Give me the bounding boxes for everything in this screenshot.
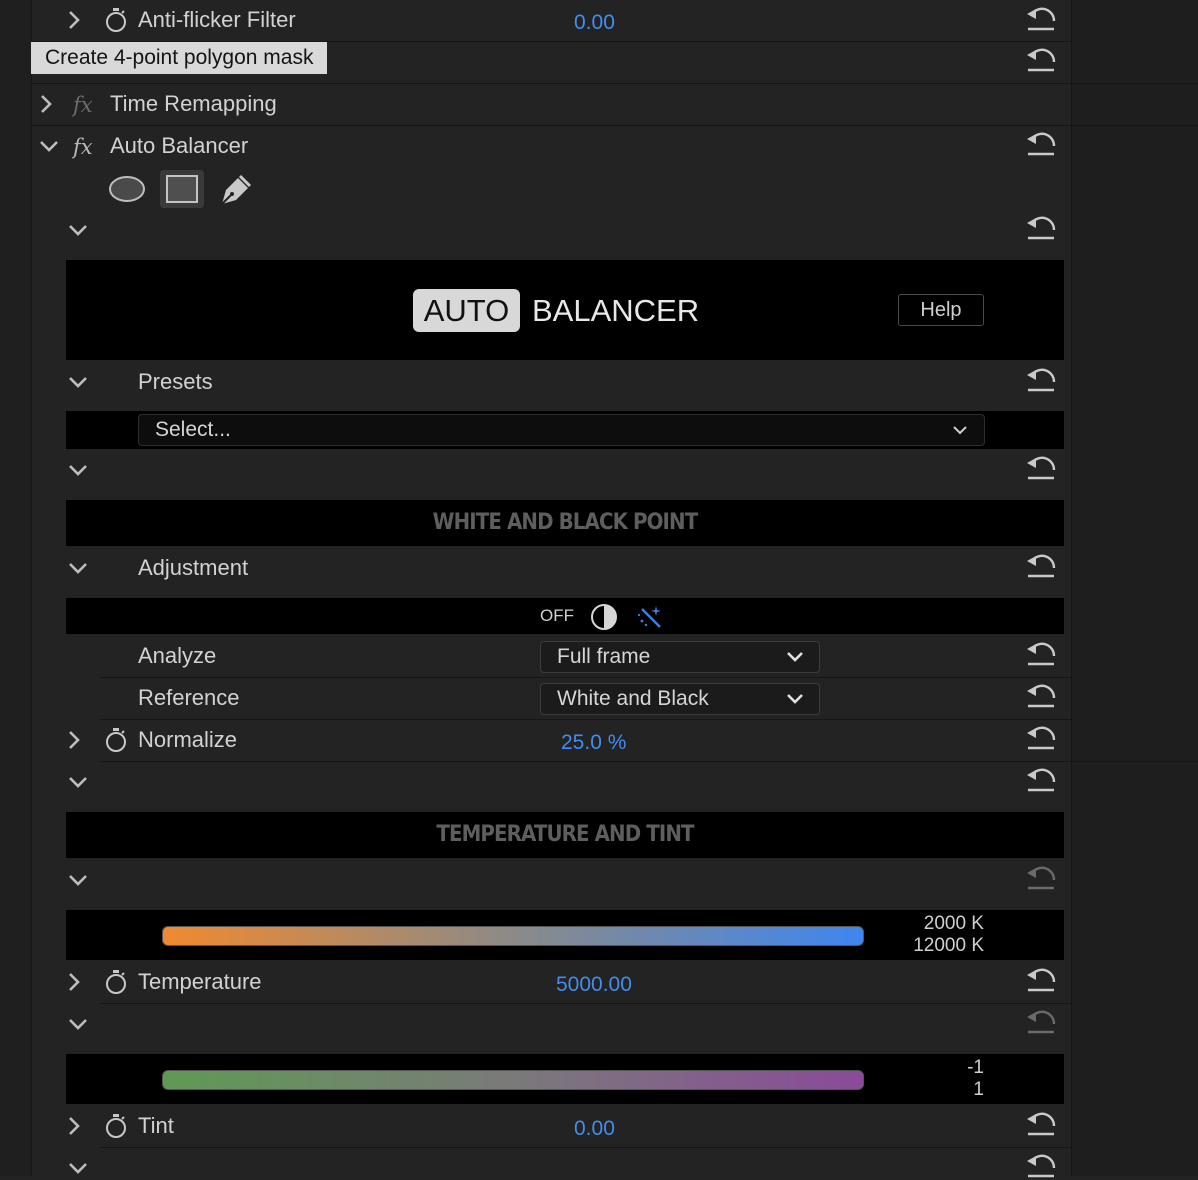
banner-title: BALANCER — [532, 293, 700, 328]
temperature-range-bottom: 12000 K — [913, 935, 984, 956]
collapse-chevron-icon[interactable] — [67, 1013, 89, 1035]
stopwatch-icon[interactable] — [104, 7, 128, 33]
ellipse-mask-icon[interactable] — [108, 174, 146, 204]
reset-icon[interactable] — [1024, 1154, 1058, 1180]
reset-icon[interactable] — [1024, 456, 1058, 482]
reset-icon[interactable] — [1024, 726, 1058, 752]
presets-label: Presets — [138, 369, 213, 394]
collapse-chevron-icon[interactable] — [67, 869, 89, 891]
fx-icon[interactable] — [72, 92, 98, 118]
tint-range-bottom: 1 — [973, 1079, 984, 1100]
magic-wand-icon[interactable] — [636, 603, 666, 631]
pen-mask-icon[interactable] — [218, 172, 254, 208]
left-gutter — [0, 0, 32, 1176]
reset-icon[interactable] — [1024, 968, 1058, 994]
anti-flicker-value[interactable]: 0.00 — [574, 11, 615, 34]
reference-select[interactable] — [540, 683, 820, 715]
reset-icon[interactable] — [1024, 684, 1058, 710]
auto-balancer-label: Auto Balancer — [110, 133, 249, 158]
collapse-chevron-icon[interactable] — [67, 371, 89, 393]
reference-select-text: White and Black — [557, 687, 709, 710]
row-divider — [100, 1147, 1071, 1148]
collapse-chevron-icon[interactable] — [67, 219, 89, 241]
analyze-select[interactable] — [540, 641, 820, 673]
analyze-select-text: Full frame — [557, 645, 651, 668]
rectangle-mask-icon[interactable] — [160, 170, 204, 208]
reset-icon[interactable] — [1024, 1112, 1058, 1138]
fx-icon[interactable] — [72, 134, 98, 160]
expand-chevron-icon[interactable] — [63, 1115, 85, 1137]
reset-icon[interactable] — [1024, 368, 1058, 394]
reset-icon-disabled[interactable] — [1024, 1010, 1058, 1036]
tint-value[interactable]: 0.00 — [574, 1117, 615, 1140]
normalize-value[interactable]: 25.0 % — [561, 731, 627, 754]
timeline-area — [1071, 0, 1198, 1176]
collapse-chevron-icon[interactable] — [38, 135, 60, 157]
section-title-temp-tint: TEMPERATURE AND TINT — [436, 822, 694, 847]
tint-range-top: -1 — [967, 1057, 984, 1078]
anti-flicker-label: Anti-flicker Filter — [138, 7, 296, 32]
row-divider — [31, 83, 1198, 84]
banner-badge: AUTO — [413, 289, 520, 332]
tint-label: Tint — [138, 1113, 174, 1138]
expand-chevron-icon[interactable] — [63, 9, 85, 31]
collapse-chevron-icon[interactable] — [67, 771, 89, 793]
row-divider — [100, 677, 1071, 678]
reset-icon[interactable] — [1024, 7, 1058, 33]
svg-text:fx: fx — [73, 93, 93, 117]
chevron-down-icon — [785, 647, 805, 667]
stopwatch-icon[interactable] — [104, 727, 128, 753]
expand-chevron-icon[interactable] — [63, 971, 85, 993]
temperature-value[interactable]: 5000.00 — [556, 973, 632, 996]
reset-icon[interactable] — [1024, 132, 1058, 158]
section-title-white-black: WHITE AND BLACK POINT — [432, 510, 698, 535]
reset-icon-disabled[interactable] — [1024, 866, 1058, 892]
reset-icon[interactable] — [1024, 554, 1058, 580]
adjustment-label: Adjustment — [138, 555, 249, 580]
reset-icon[interactable] — [1024, 48, 1058, 74]
presets-select[interactable] — [138, 414, 985, 446]
tooltip: Create 4-point polygon mask — [31, 42, 327, 74]
reset-icon[interactable] — [1024, 642, 1058, 668]
row-divider — [100, 1003, 1071, 1004]
reset-icon[interactable] — [1024, 216, 1058, 242]
temperature-gradient-slider[interactable] — [162, 926, 864, 946]
stopwatch-icon[interactable] — [104, 1113, 128, 1139]
temperature-label: Temperature — [138, 969, 262, 994]
reference-label: Reference — [138, 685, 240, 710]
contrast-toggle-icon[interactable] — [589, 602, 619, 632]
collapse-chevron-icon[interactable] — [67, 459, 89, 481]
normalize-label: Normalize — [138, 727, 238, 752]
off-label[interactable]: OFF — [540, 606, 574, 625]
temperature-range-top: 2000 K — [923, 913, 984, 934]
analyze-label: Analyze — [138, 643, 217, 668]
row-divider — [31, 125, 1198, 126]
reset-icon[interactable] — [1024, 768, 1058, 794]
time-remapping-label: Time Remapping — [110, 91, 277, 116]
tint-gradient-slider[interactable] — [162, 1070, 864, 1090]
expand-chevron-icon[interactable] — [63, 729, 85, 751]
chevron-down-icon — [785, 689, 805, 709]
presets-select-text: Select... — [155, 418, 231, 441]
collapse-chevron-icon[interactable] — [67, 557, 89, 579]
expand-chevron-icon[interactable] — [35, 93, 57, 115]
help-button[interactable]: Help — [898, 294, 984, 326]
row-divider — [100, 761, 1198, 762]
stopwatch-icon[interactable] — [104, 969, 128, 995]
chevron-down-icon — [950, 420, 970, 440]
svg-text:fx: fx — [73, 135, 93, 159]
row-divider — [100, 719, 1071, 720]
